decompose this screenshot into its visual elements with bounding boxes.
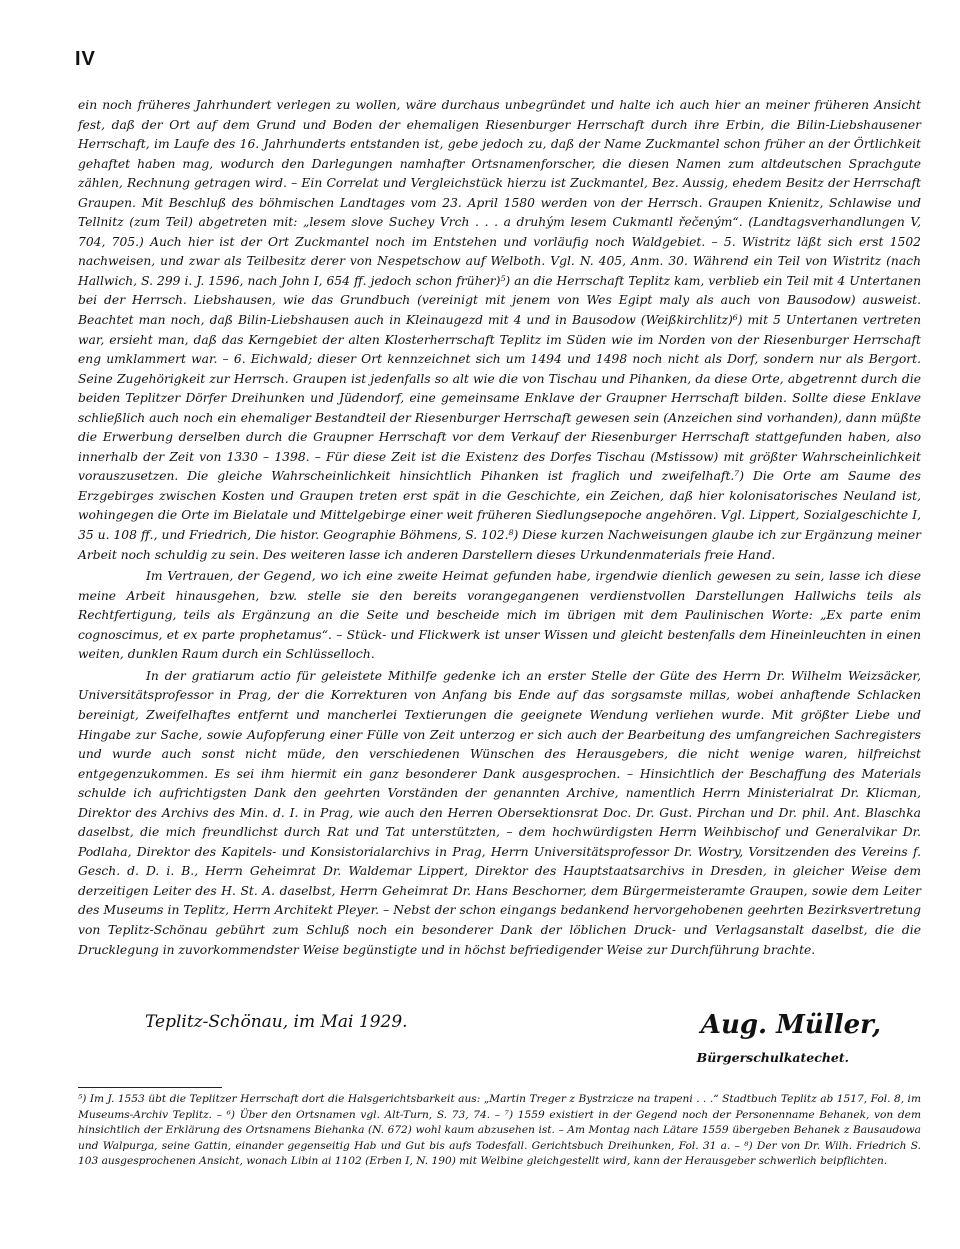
footnotes: ⁵) Im J. 1553 übt die Teplitzer Herrschaft dort die Halsgerichtsbarkeit aus: „Martin Treger z Bystrzicze na trapeni . . .“ Stadtbuch Teplitz ab 1517, Fol. 8, im Museums-Archiv Teplitz. – ⁶) Über den Ortsnamen vgl. Alt-Turn, S. 73, 74. – ⁷) 1559 existiert in der Gegend noch der Personenname Behanek, von dem hinsichtlich der Erklärung des Ortsnamens Biehanka (N. 672) wohl kaum abzusehen ist. – Am Montag nach Lätare 1559 übergeben Behanek z Bausaudowa und Walpurga, seine Gattin, einander gegenseitig Hab und Gut bis aufs Todesfall. Gerichtsbuch Dreihunken, Fol. 31 a. – ⁸) Der von Dr. Wilh. Friedrich S. 103 ausgesprochenen Ansicht, wonach Libin ai 1102 (Erben I, N. 190) mit Welbine gleichgestellt wird, kann der Herausgeber schwerlich beipflichten. xyxy=(78,1093,921,1168)
main-text xyxy=(78,96,921,960)
page-number: IV xyxy=(75,48,96,70)
signature-role: Bürgerschulkatechet. xyxy=(696,1050,849,1065)
footnote-divider xyxy=(78,1087,222,1088)
place-and-date: Teplitz-Schönau, im Mai 1929. xyxy=(145,1012,408,1032)
paragraph-acknowledgements: In der gratiarum actio für geleistete Mithilfe gedenke ich an erster Stelle der Güte des Herrn Dr. Wilhelm Weizsäcker, Universitätsprofessor in Prag, der die Korrekturen von Anfang bis Ende auf das sorgsamste millas, wobei anhaftende Schlacken bereinigt, Zweifelhaftes entfernt und mancherlei Textierungen die geeignete Wendung verliehen wurde. Mit größter Liebe und Hingabe zur Sache, sowie Aufopferung einer Fülle von Zeit unterzog er sich auch der Bearbeitung des umfangreichen Sachregisters und wurde auch sonst nicht müde, den verschiedenen Wünschen des Herausgebers, die nicht wenige waren, hilfreichst entgegenzukommen. Es sei ihm hiermit ein ganz besonderer Dank ausgesprochen. – Hinsichtlich der Beschaffung des Materials schulde ich aufrichtigsten Dank den geehrten Vorständen der genannten Archive, namentlich Herrn Ministerialrat Dr. Klicman, Direktor des Archivs des Min. d. I. in Prag, wie auch den Herren Obersektionsrat Doc. Dr. Gust. Pirchan und Dr. phil. Ant. Blaschka daselbst, die mich freundlichst durch Rat und Tat unterstützten, – dem hochwürdigsten Herrn Weihbischof und Generalvikar Dr. Podlaha, Direktor des Kapitels- und Konsistorialarchivs in Prag, Herrn Universitätsprofessor Dr. Wostry, Vorsitzenden des Vereins f. Gesch. d. D. i. B., Herrn Geheimrat Dr. Waldemar Lippert, Direktor des Hauptstaatsarchivs in Dresden, in gleicher Weise dem derzeitigen Leiter des H. St. A. daselbst, Herrn Geheimrat Dr. Hans Beschorner, dem Bürgermeisteramte Graupen, sowie dem Leiter des Museums in Teplitz, Herrn Architekt Pleyer. – Nebst der schon eingangs bedankend hervorgehobenen geehrten Bezirksvertretung von Teplitz-Schönau gebührt zum Schluß noch ein besonderer Dank der löblichen Druck- und Verlagsanstalt daselbst, die die Drucklegung in zuvorkommendster Weise begünstigte und in höchst befriedigender Weise zur Durchführung brachte. xyxy=(78,668,921,957)
signature: Aug. Müller, xyxy=(700,1010,881,1040)
closing-block xyxy=(78,1010,921,1070)
paragraph-continuation: ein noch früheres Jahrhundert verlegen zu wollen, wäre durchaus unbegründet und halte ich auch hier an meiner früheren Ansicht fest, daß der Ort auf dem Grund und Boden der ehemaligen Riesenburger Herrschaft durch ihre Erbin, die Bilin-Liebshausener Herrschaft, im Laufe des 16. Jahrhunderts entstanden ist, gebe jedoch zu, daß der Name Zuckmantel schon früher an der Örtlichkeit gehaftet haben mag, wodurch den Darlegungen namhafter Ortsnamenforscher, die diesen Namen zum altdeutschen Sprachgute zählen, Rechnung getragen wird. – Ein Correlat und Vergleichstück hierzu ist Zuckmantel, Bez. Aussig, ehedem Besitz der Herrschaft Graupen. Mit Beschluß des böhmischen Landtages vom 23. April 1580 werden von der Herrsch. Graupen Knienitz, Schlawise und Tellnitz (zum Teil) abgetreten mit: „lesem slove Suchey Vrch . . . a druhým lesem Cukmantl řečeným“. (Landtagsverhandlungen V, 704, 705.) Auch hier ist der Ort Zuckmantel noch im Entstehen und vorläufig noch Waldgebiet. – 5. Wistritz läßt sich erst 1502 nachweisen, und zwar als Teilbesitz derer von Nespetschow auf Welboth. Vgl. N. 405, Anm. 30. Während ein Teil von Wistritz (nach Hallwich, S. 299 i. J. 1596, nach John I, 654 ff. jedoch schon früher)⁵) an die Herrschaft Teplitz kam, verblieb ein Teil mit 4 Untertanen bei der Herrsch. Liebshausen, wie das Grundbuch (vereinigt mit jenem von Wes Egipt maly als auch von Bausodow) ausweist. Beachtet man noch, daß Bilin-Liebshausen auch in Kleinaugezd mit 4 und in Bausodow (Weißkirchlitz)⁶) mit 5 Untertanen vertreten war, ersieht man, daß das Kerngebiet der alten Klosterherrschaft Teplitz im Süden wie im Norden von der Riesenburger Herrschaft eng umklammert war. – 6. Eichwald; dieser Ort kennzeichnet sich um 1494 und 1498 noch nicht als Dorf, sondern nur als Bergort. Seine Zugehörigkeit zur Herrsch. Graupen ist jedenfalls so alt wie die von Tischau und Pihanken, da diese Orte, abgetrennt durch die beiden Teplitzer Dörfer Dreihunken und Jüdendorf, eine gemeinsame Enklave der Graupner Herrschaft bilden. Sollte diese Enklave schließlich auch noch ein ehemaliger Bestandteil der Riesenburger Herrschaft gewesen sein (Anzeichen sind vorhanden), dann müßte die Erwerbung derselben durch die Graupner Herrschaft vor dem Verkauf der Riesenburger Herrschaft stattgefunden haben, also innerhalb der Zeit von 1330 – 1398. – Für diese Zeit ist die Existenz des Dorfes Tischau (Mstissow) mit größter Wahrscheinlichkeit vorauszusetzen. Die gleiche Wahrscheinlichkeit hinsichtlich Pihanken ist fraglich und zweifelhaft.⁷) Die Orte am Saume des Erzgebirges zwischen Kosten und Graupen treten erst spät in die Geschichte, ein Zeichen, daß hier kolonisatorisches Neuland ist, wohingegen die Orte im Bielatale und Mittelgebirge einer weit früheren Siedlungsepoche angehören. Vgl. Lippert, Sozialgeschichte I, 35 u. 108 ff., und Friedrich, Die histor. Geographie Böhmens, S. 102.⁸) Diese kurzen Nachweisungen glaube ich zur Ergänzung meiner Arbeit noch schuldig zu sein. Des weiteren lasse ich anderen Darstellern dieses Urkundenmaterials freie Hand. xyxy=(78,98,921,562)
paragraph-vertrauen: Im Vertrauen, der Gegend, wo ich eine zweite Heimat gefunden habe, irgendwie dienlich gewesen zu sein, lasse ich diese meine Arbeit hinausgehen, bzw. stelle sie den bereits vorangegangenen verdienstvollen Darstellungen Hallwichs teils als Rechtfertigung, teils als Ergänzung an die Seite und bescheide mich im übrigen mit dem Paulinischen Worte: „Ex parte enim cognoscimus, et ex parte prophetamus“. – Stück- und Flickwerk ist unser Wissen und gleicht bestenfalls dem Hineinleuchten in einen weiten, dunklen Raum durch ein Schlüsselloch. xyxy=(78,569,921,662)
